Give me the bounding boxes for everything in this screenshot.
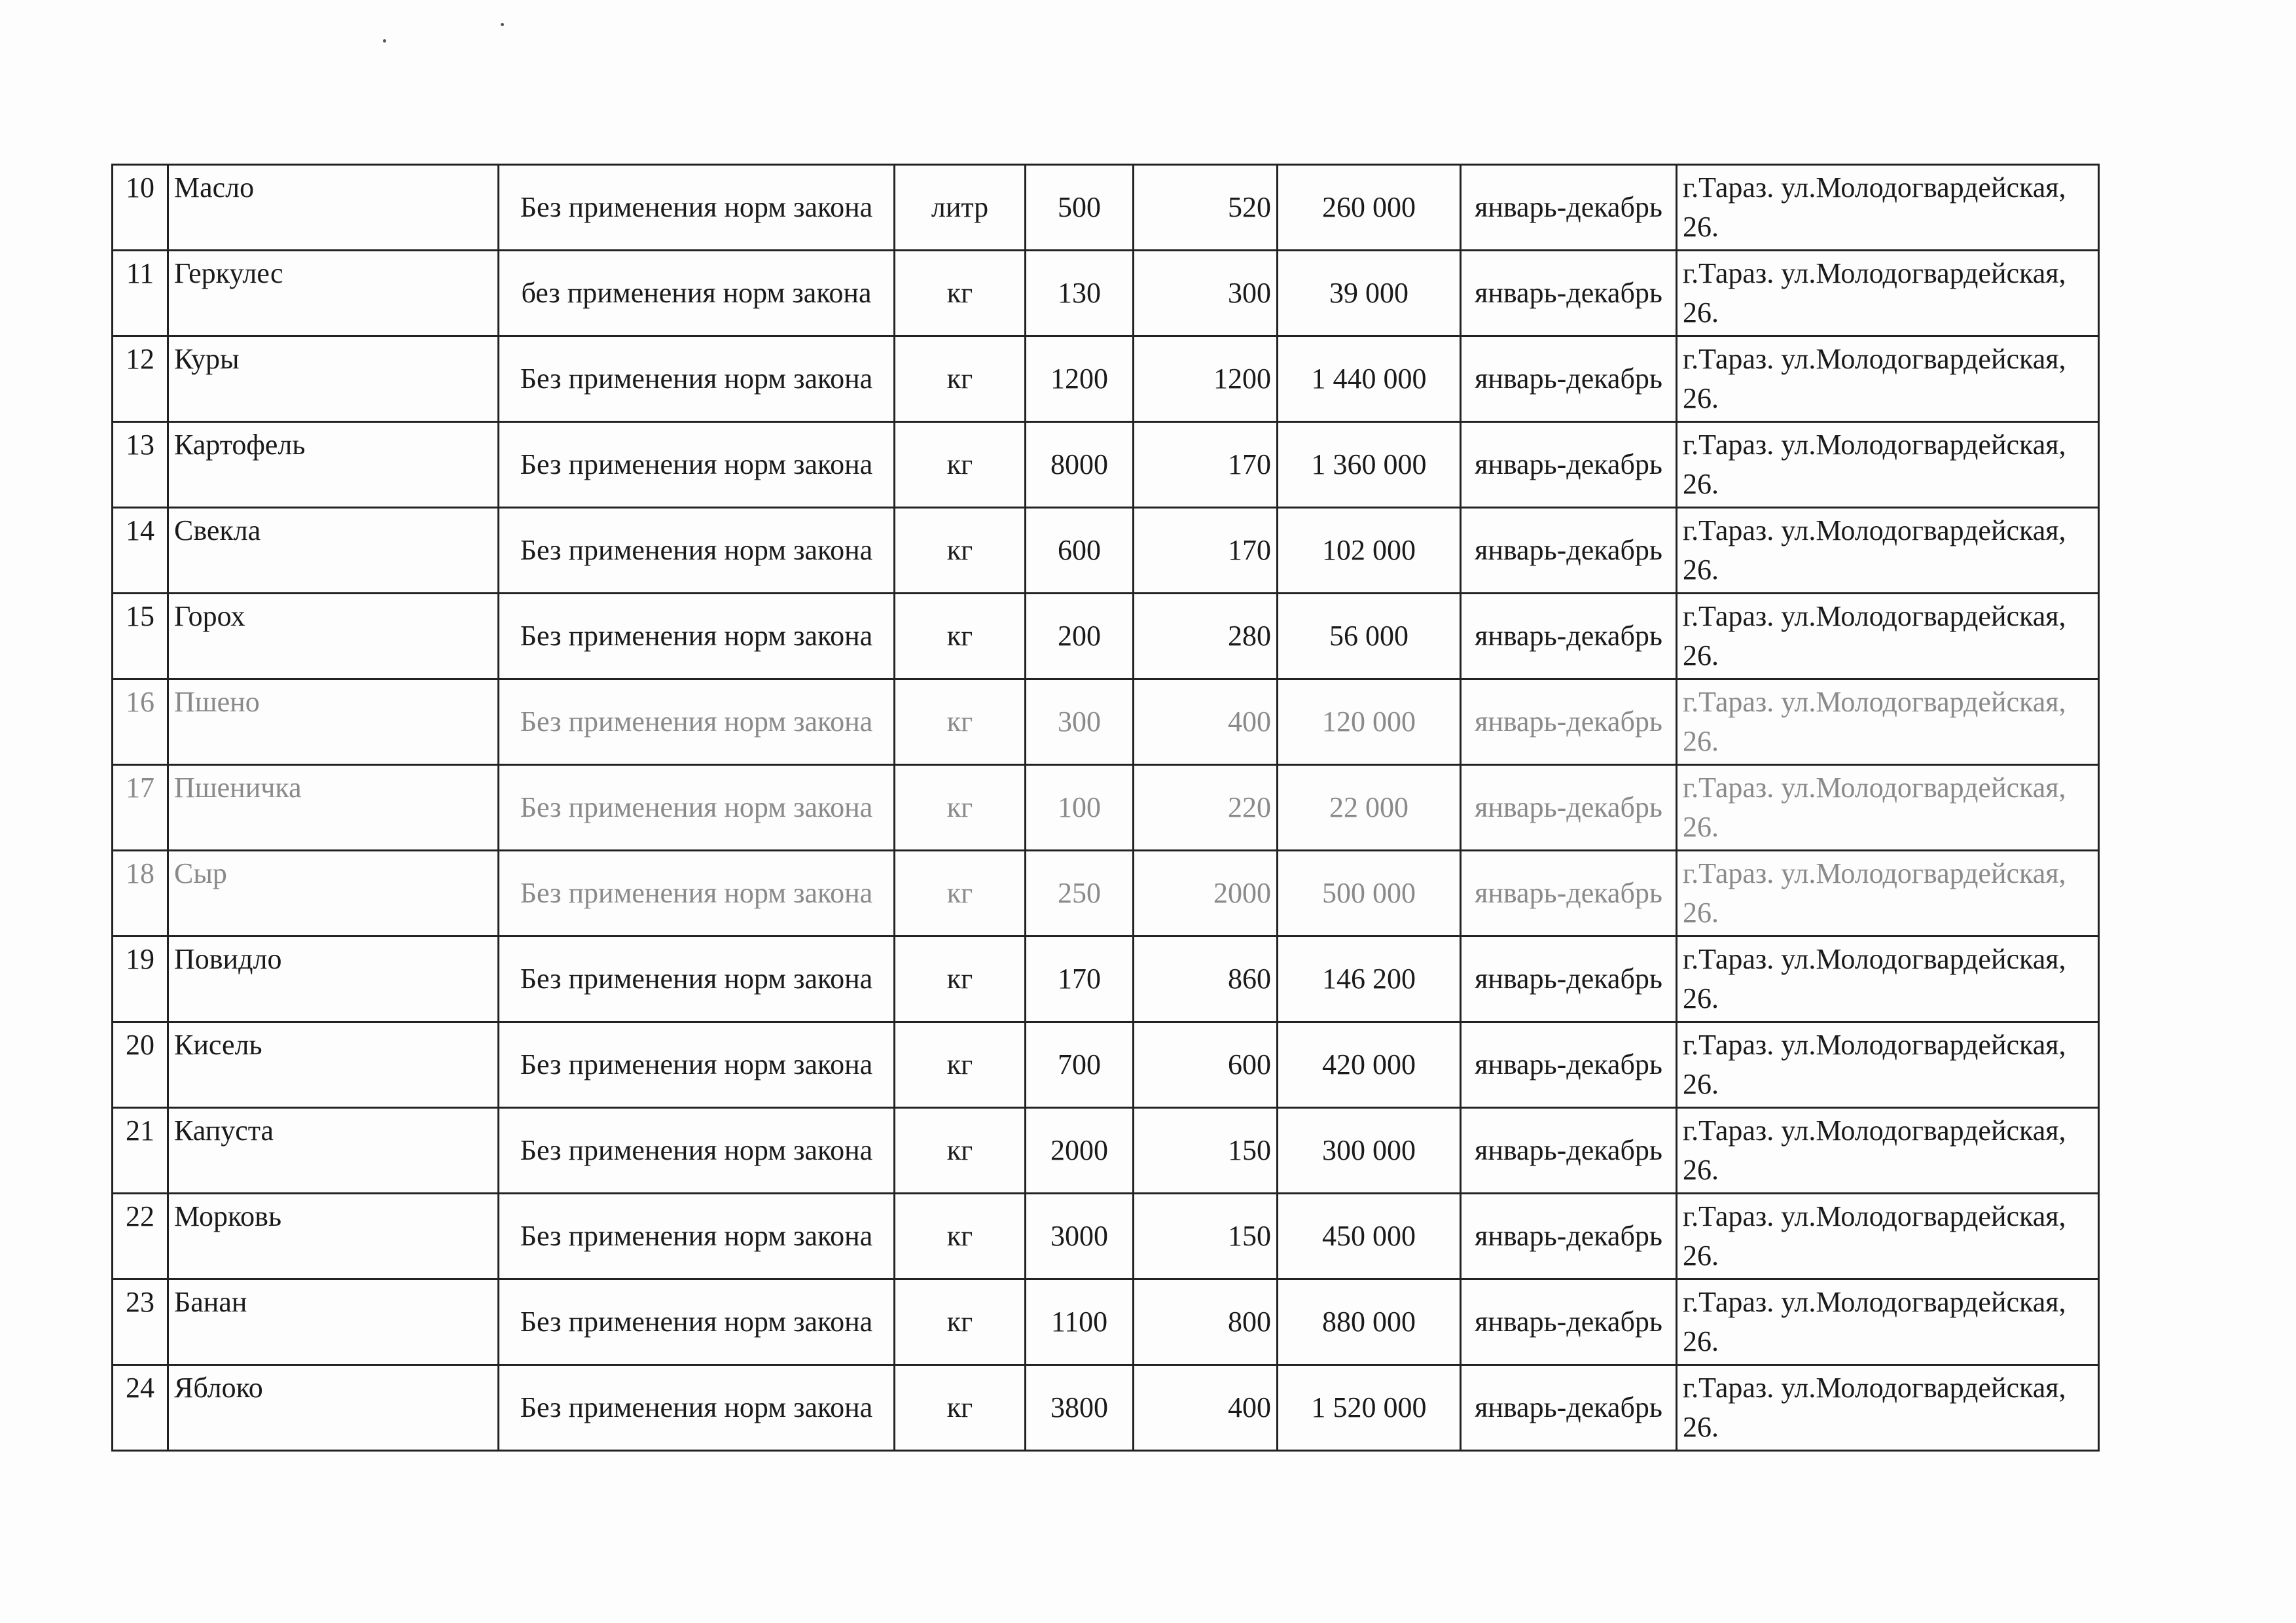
total-amount-cell: 120 000 (1278, 679, 1461, 765)
unit-of-measure-cell: кг (895, 1194, 1026, 1279)
unit-of-measure-cell: кг (895, 936, 1026, 1022)
procurement-method-cell: Без применения норм закона (499, 508, 895, 594)
unit-of-measure-cell: кг (895, 422, 1026, 508)
quantity-cell: 2000 (1026, 1108, 1134, 1194)
quantity-cell: 200 (1026, 594, 1134, 679)
quantity-cell: 130 (1026, 251, 1134, 336)
quantity-cell: 1100 (1026, 1279, 1134, 1365)
procurement-method-cell: Без применения норм закона (499, 1108, 895, 1194)
table-row (113, 1365, 2099, 1451)
item-name-cell: Геркулес (168, 251, 499, 336)
delivery-period-cell: январь-декабрь (1461, 765, 1677, 851)
table-row (113, 1194, 2099, 1279)
procurement-method-cell: Без применения норм закона (499, 165, 895, 251)
unit-of-measure-cell: литр (895, 165, 1026, 251)
unit-price-cell: 600 (1134, 1022, 1278, 1108)
delivery-place-cell: г.Тараз. ул.Молодогвардейская, 26. (1677, 508, 2099, 594)
unit-price-cell: 860 (1134, 936, 1278, 1022)
quantity-cell: 1200 (1026, 336, 1134, 422)
quantity-cell: 700 (1026, 1022, 1134, 1108)
row-number-cell: 20 (113, 1022, 168, 1108)
delivery-period-cell: январь-декабрь (1461, 165, 1677, 251)
delivery-period-cell: январь-декабрь (1461, 251, 1677, 336)
table-row (113, 679, 2099, 765)
unit-price-cell: 170 (1134, 422, 1278, 508)
quantity-cell: 170 (1026, 936, 1134, 1022)
delivery-period-cell: январь-декабрь (1461, 1108, 1677, 1194)
quantity-cell: 8000 (1026, 422, 1134, 508)
total-amount-cell: 880 000 (1278, 1279, 1461, 1365)
delivery-place-cell: г.Тараз. ул.Молодогвардейская, 26. (1677, 1279, 2099, 1365)
unit-price-cell: 400 (1134, 679, 1278, 765)
table-row (113, 422, 2099, 508)
row-number-cell: 11 (113, 251, 168, 336)
delivery-place-cell: г.Тараз. ул.Молодогвардейская, 26. (1677, 936, 2099, 1022)
row-number-cell: 17 (113, 765, 168, 851)
total-amount-cell: 450 000 (1278, 1194, 1461, 1279)
unit-of-measure-cell: кг (895, 1279, 1026, 1365)
row-number-cell: 24 (113, 1365, 168, 1451)
unit-of-measure-cell: кг (895, 1022, 1026, 1108)
row-number-cell: 12 (113, 336, 168, 422)
item-name-cell: Банан (168, 1279, 499, 1365)
item-name-cell: Капуста (168, 1108, 499, 1194)
item-name-cell: Повидло (168, 936, 499, 1022)
procurement-method-cell: Без применения норм закона (499, 422, 895, 508)
table-row (113, 251, 2099, 336)
table-row (113, 1279, 2099, 1365)
row-number-cell: 10 (113, 165, 168, 251)
unit-price-cell: 150 (1134, 1108, 1278, 1194)
delivery-period-cell: январь-декабрь (1461, 851, 1677, 936)
row-number-cell: 18 (113, 851, 168, 936)
delivery-period-cell: январь-декабрь (1461, 1365, 1677, 1451)
table-row (113, 594, 2099, 679)
table-row (113, 1022, 2099, 1108)
unit-price-cell: 220 (1134, 765, 1278, 851)
table-row (113, 851, 2099, 936)
quantity-cell: 500 (1026, 165, 1134, 251)
delivery-place-cell: г.Тараз. ул.Молодогвардейская, 26. (1677, 1108, 2099, 1194)
row-number-cell: 23 (113, 1279, 168, 1365)
delivery-place-cell: г.Тараз. ул.Молодогвардейская, 26. (1677, 336, 2099, 422)
table-row (113, 1108, 2099, 1194)
quantity-cell: 3800 (1026, 1365, 1134, 1451)
delivery-place-cell: г.Тараз. ул.Молодогвардейская, 26. (1677, 679, 2099, 765)
unit-of-measure-cell: кг (895, 851, 1026, 936)
item-name-cell: Горох (168, 594, 499, 679)
procurement-method-cell: Без применения норм закона (499, 1365, 895, 1451)
row-number-cell: 21 (113, 1108, 168, 1194)
table-row (113, 336, 2099, 422)
unit-of-measure-cell: кг (895, 508, 1026, 594)
quantity-cell: 300 (1026, 679, 1134, 765)
table-row (113, 936, 2099, 1022)
item-name-cell: Свекла (168, 508, 499, 594)
unit-price-cell: 300 (1134, 251, 1278, 336)
item-name-cell: Пшено (168, 679, 499, 765)
procurement-method-cell: Без применения норм закона (499, 336, 895, 422)
quantity-cell: 3000 (1026, 1194, 1134, 1279)
total-amount-cell: 260 000 (1278, 165, 1461, 251)
delivery-period-cell: январь-декабрь (1461, 1194, 1677, 1279)
total-amount-cell: 1 520 000 (1278, 1365, 1461, 1451)
table-row (113, 165, 2099, 251)
unit-price-cell: 280 (1134, 594, 1278, 679)
procurement-method-cell: Без применения норм закона (499, 765, 895, 851)
item-name-cell: Пшеничка (168, 765, 499, 851)
row-number-cell: 16 (113, 679, 168, 765)
delivery-place-cell: г.Тараз. ул.Молодогвардейская, 26. (1677, 422, 2099, 508)
procurement-method-cell: Без применения норм закона (499, 851, 895, 936)
total-amount-cell: 22 000 (1278, 765, 1461, 851)
item-name-cell: Кисель (168, 1022, 499, 1108)
row-number-cell: 13 (113, 422, 168, 508)
procurement-table (111, 164, 2100, 1452)
scan-speck (501, 23, 504, 26)
delivery-period-cell: январь-декабрь (1461, 508, 1677, 594)
quantity-cell: 600 (1026, 508, 1134, 594)
delivery-period-cell: январь-декабрь (1461, 594, 1677, 679)
procurement-method-cell: Без применения норм закона (499, 1279, 895, 1365)
row-number-cell: 19 (113, 936, 168, 1022)
delivery-place-cell: г.Тараз. ул.Молодогвардейская, 26. (1677, 594, 2099, 679)
unit-of-measure-cell: кг (895, 251, 1026, 336)
unit-price-cell: 150 (1134, 1194, 1278, 1279)
procurement-method-cell: Без применения норм закона (499, 1022, 895, 1108)
row-number-cell: 15 (113, 594, 168, 679)
unit-of-measure-cell: кг (895, 594, 1026, 679)
unit-price-cell: 800 (1134, 1279, 1278, 1365)
total-amount-cell: 1 360 000 (1278, 422, 1461, 508)
unit-price-cell: 2000 (1134, 851, 1278, 936)
delivery-period-cell: январь-декабрь (1461, 936, 1677, 1022)
total-amount-cell: 420 000 (1278, 1022, 1461, 1108)
procurement-method-cell: Без применения норм закона (499, 679, 895, 765)
delivery-place-cell: г.Тараз. ул.Молодогвардейская, 26. (1677, 765, 2099, 851)
unit-of-measure-cell: кг (895, 1108, 1026, 1194)
item-name-cell: Сыр (168, 851, 499, 936)
total-amount-cell: 102 000 (1278, 508, 1461, 594)
quantity-cell: 250 (1026, 851, 1134, 936)
delivery-period-cell: январь-декабрь (1461, 336, 1677, 422)
delivery-place-cell: г.Тараз. ул.Молодогвардейская, 26. (1677, 165, 2099, 251)
delivery-place-cell: г.Тараз. ул.Молодогвардейская, 26. (1677, 1194, 2099, 1279)
delivery-period-cell: январь-декабрь (1461, 1279, 1677, 1365)
procurement-method-cell: Без применения норм закона (499, 936, 895, 1022)
item-name-cell: Масло (168, 165, 499, 251)
item-name-cell: Морковь (168, 1194, 499, 1279)
delivery-place-cell: г.Тараз. ул.Молодогвардейская, 26. (1677, 1022, 2099, 1108)
unit-price-cell: 170 (1134, 508, 1278, 594)
total-amount-cell: 39 000 (1278, 251, 1461, 336)
item-name-cell: Куры (168, 336, 499, 422)
delivery-period-cell: январь-декабрь (1461, 679, 1677, 765)
unit-of-measure-cell: кг (895, 1365, 1026, 1451)
unit-of-measure-cell: кг (895, 336, 1026, 422)
table-body (113, 165, 2099, 1451)
delivery-place-cell: г.Тараз. ул.Молодогвардейская, 26. (1677, 1365, 2099, 1451)
total-amount-cell: 1 440 000 (1278, 336, 1461, 422)
delivery-place-cell: г.Тараз. ул.Молодогвардейская, 26. (1677, 251, 2099, 336)
unit-of-measure-cell: кг (895, 679, 1026, 765)
unit-price-cell: 1200 (1134, 336, 1278, 422)
item-name-cell: Яблоко (168, 1365, 499, 1451)
row-number-cell: 22 (113, 1194, 168, 1279)
unit-price-cell: 400 (1134, 1365, 1278, 1451)
scan-speck (383, 39, 386, 43)
row-number-cell: 14 (113, 508, 168, 594)
total-amount-cell: 146 200 (1278, 936, 1461, 1022)
procurement-method-cell: Без применения норм закона (499, 594, 895, 679)
item-name-cell: Картофель (168, 422, 499, 508)
table-row (113, 508, 2099, 594)
total-amount-cell: 56 000 (1278, 594, 1461, 679)
total-amount-cell: 300 000 (1278, 1108, 1461, 1194)
unit-price-cell: 520 (1134, 165, 1278, 251)
delivery-period-cell: январь-декабрь (1461, 1022, 1677, 1108)
procurement-method-cell: без применения норм закона (499, 251, 895, 336)
quantity-cell: 100 (1026, 765, 1134, 851)
total-amount-cell: 500 000 (1278, 851, 1461, 936)
delivery-place-cell: г.Тараз. ул.Молодогвардейская, 26. (1677, 851, 2099, 936)
unit-of-measure-cell: кг (895, 765, 1026, 851)
delivery-period-cell: январь-декабрь (1461, 422, 1677, 508)
table-row (113, 765, 2099, 851)
procurement-method-cell: Без применения норм закона (499, 1194, 895, 1279)
